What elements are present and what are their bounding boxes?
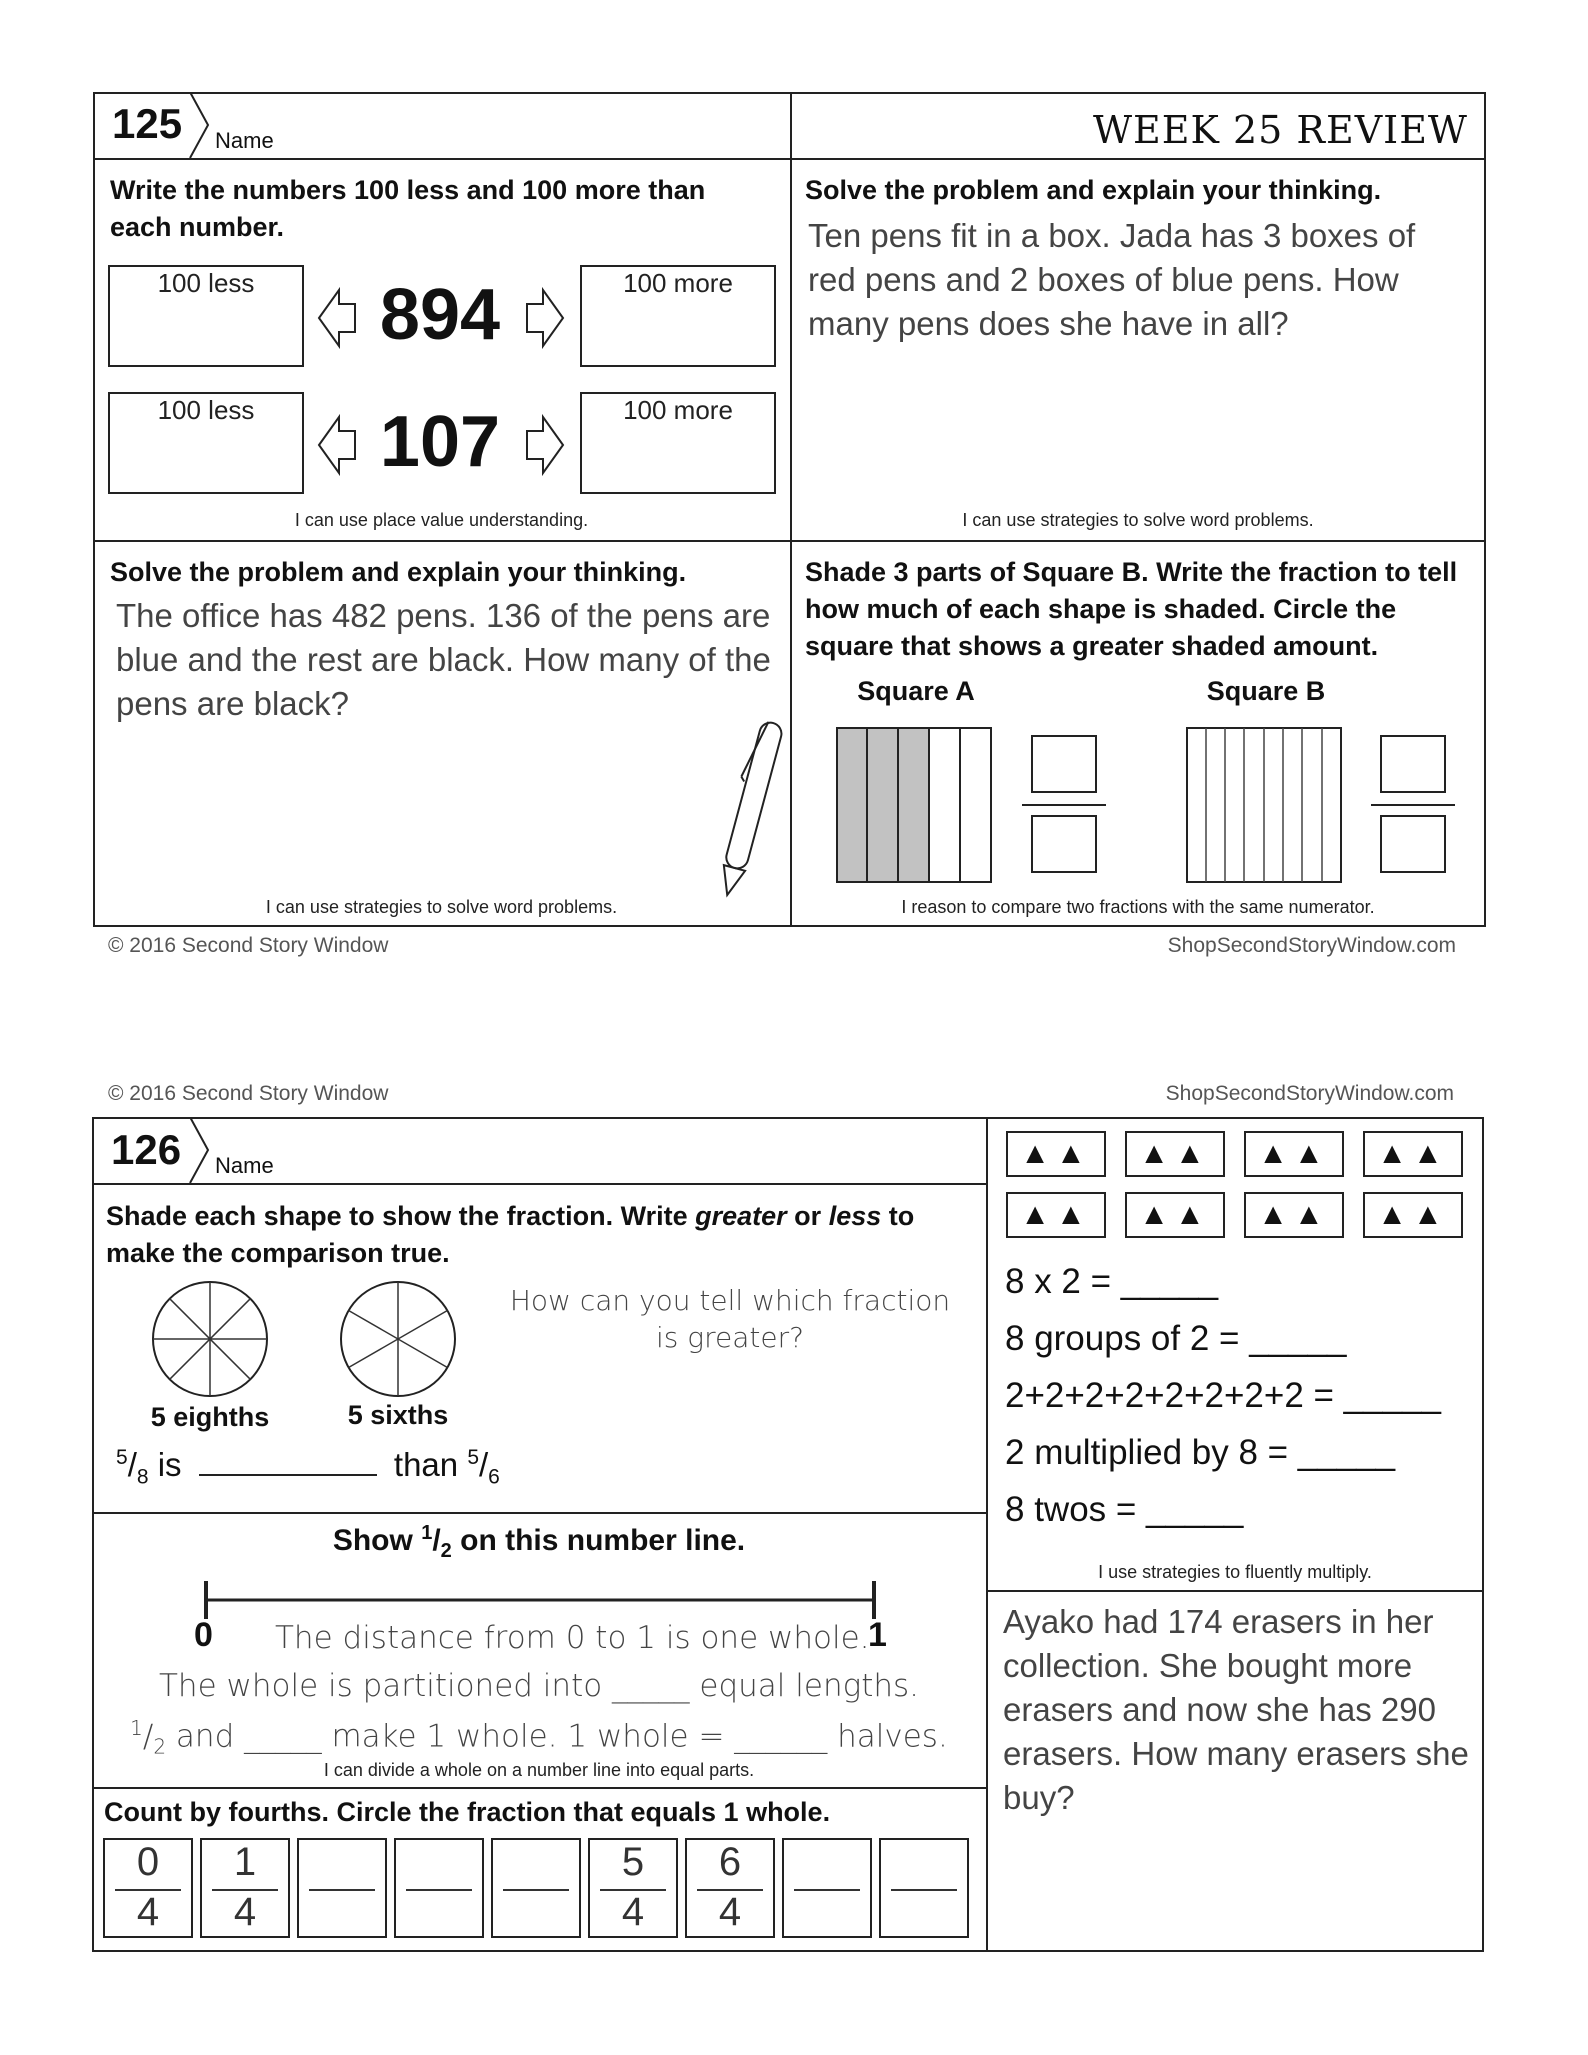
- instruction-text: Shade each shape to show the fraction. Write: [106, 1201, 696, 1231]
- numerator-box[interactable]: [1380, 735, 1446, 793]
- name-label: Name: [215, 1153, 274, 1178]
- title-text: Show: [332, 1524, 422, 1557]
- website-link[interactable]: ShopSecondStoryWindow.com: [1167, 934, 1456, 957]
- frac2-denominator: 6: [488, 1465, 500, 1489]
- skill-footer: I can divide a whole on a number line into equal parts.: [323, 1760, 755, 1780]
- fraction-bar: [406, 1889, 472, 1891]
- less-label: 100 less: [157, 268, 255, 298]
- skill-footer: I reason to compare two fractions with the same numerator.: [901, 897, 1375, 917]
- fraction-bar: [309, 1889, 375, 1891]
- worksheet-number: 125: [112, 100, 183, 147]
- divider: [986, 1117, 988, 1952]
- line3-text: and _____ make 1 whole. 1 whole = ______ halves.: [166, 1718, 948, 1755]
- equation: 2 multiplied by 8 = _____: [1005, 1433, 1396, 1472]
- fraction-instruction: Shade 3 parts of Square B. Write the fraction to tell how much of each shape is shaded. Circle the square that shows a greater shaded amount.: [805, 557, 1458, 661]
- slash: /: [142, 1718, 154, 1755]
- number-line-text: The distance from 0 to 1 is one whole.: [275, 1620, 870, 1656]
- compare-instruction: [106, 1198, 966, 1272]
- equation: 8 x 2 = _____: [1005, 1262, 1219, 1301]
- slash: /: [432, 1524, 441, 1557]
- square-a-label: Square A: [857, 676, 975, 706]
- denominator-box[interactable]: [1380, 815, 1446, 873]
- fraction-cell[interactable]: [685, 1838, 775, 1938]
- word-greater: greater: [695, 1201, 787, 1231]
- circle1-label: 5 eighths: [150, 1402, 270, 1432]
- title-numerator: 1: [421, 1522, 433, 1544]
- start-label: 0: [194, 1616, 213, 1654]
- than-word: than: [393, 1446, 459, 1483]
- number-line-text: The whole is partitioned into _____ equal lengths.: [159, 1668, 919, 1704]
- cell-denominator: 4: [621, 1890, 645, 1934]
- triangle-group: ▲▲: [1244, 1131, 1344, 1177]
- number-line[interactable]: [200, 1577, 880, 1623]
- fraction-cell[interactable]: [782, 1838, 872, 1938]
- numerator: 1: [130, 1716, 143, 1740]
- fraction-bar: [503, 1889, 569, 1891]
- fraction-bar: [1022, 804, 1106, 806]
- triangle-group: ▲▲: [1006, 1131, 1106, 1177]
- fourths-instruction: Count by fourths. Circle the fraction that equals 1 whole.: [104, 1797, 831, 1827]
- fraction-cell[interactable]: [200, 1838, 290, 1938]
- divider: [92, 1787, 986, 1789]
- triangle-group: ▲▲: [1363, 1192, 1463, 1238]
- cell-numerator: 6: [718, 1840, 742, 1884]
- arrow-left-icon: [315, 286, 359, 350]
- fraction-cell[interactable]: [394, 1838, 484, 1938]
- arrow-left-icon: [315, 413, 359, 477]
- cell-denominator: 4: [136, 1890, 160, 1934]
- copyright: © 2016 Second Story Window: [108, 1082, 389, 1105]
- worksheet-number: 126: [111, 1126, 182, 1173]
- triangle-group: ▲▲: [1125, 1131, 1225, 1177]
- word-or: or: [786, 1201, 829, 1231]
- place-value-instruction: Write the numbers 100 less and 100 more than each number.: [110, 175, 706, 242]
- circle-eighths[interactable]: [150, 1279, 270, 1399]
- square-b-label: Square B: [1206, 676, 1326, 706]
- fraction-bar: [891, 1889, 957, 1891]
- skill-footer: I can use strategies to solve word problems.: [962, 510, 1314, 530]
- denominator-box[interactable]: [1031, 815, 1097, 873]
- arrow-right-icon: [523, 413, 567, 477]
- word-problem-text: Ayako had 174 erasers in her collection. She bought more erasers and now she has 290 erasers. How many erasers she buy?: [1003, 1603, 1469, 1816]
- cell-numerator: 1: [233, 1840, 257, 1884]
- equation: 8 twos = _____: [1005, 1490, 1244, 1529]
- triangle-group: ▲▲: [1125, 1192, 1225, 1238]
- fraction-cell[interactable]: [297, 1838, 387, 1938]
- cell-denominator: 4: [233, 1890, 257, 1934]
- frac1-numerator: 5: [116, 1446, 128, 1469]
- circle-sixths[interactable]: [338, 1279, 458, 1399]
- fraction-bar: [1371, 804, 1455, 806]
- frac2-numerator: 5: [467, 1446, 479, 1469]
- more-label: 100 more: [623, 395, 733, 425]
- fraction-cell[interactable]: [491, 1838, 581, 1938]
- word-less: less: [828, 1201, 882, 1231]
- copyright: © 2016 Second Story Window: [108, 934, 389, 957]
- word-problem-text: The office has 482 pens. 136 of the pens are blue and the rest are black. How many of the pens are black?: [116, 597, 771, 722]
- skill-footer: I can use strategies to solve word problems.: [265, 897, 618, 917]
- word-problem-instruction: Solve the problem and explain your thinking.: [805, 175, 1382, 205]
- denominator: 2: [153, 1734, 167, 1759]
- square-a: [836, 727, 992, 883]
- frac1-denominator: 8: [136, 1465, 149, 1489]
- cell-denominator: 4: [718, 1890, 742, 1934]
- divider: [92, 1512, 986, 1514]
- compare-question: How can you tell which fraction is greater?: [509, 1284, 951, 1354]
- triangle-group: ▲▲: [1244, 1192, 1344, 1238]
- equation: 8 groups of 2 = _____: [1005, 1319, 1347, 1358]
- word-problem-instruction: Solve the problem and explain your thinking.: [110, 557, 687, 587]
- skill-footer: I can use place value understanding.: [294, 510, 589, 530]
- numerator-box[interactable]: [1031, 735, 1097, 793]
- arrow-right-icon: [523, 286, 567, 350]
- square-b[interactable]: [1186, 727, 1342, 883]
- title-text: on this number line.: [451, 1524, 746, 1557]
- comparison-sentence: [116, 1446, 500, 1490]
- is-word: is: [157, 1446, 182, 1483]
- instruction-text: to make the comparison true.: [106, 1201, 915, 1268]
- cell-numerator: 0: [136, 1840, 160, 1884]
- website-link[interactable]: ShopSecondStoryWindow.com: [1165, 1082, 1454, 1105]
- target-number: 894: [379, 275, 501, 355]
- circle2-label: 5 sixths: [347, 1400, 449, 1430]
- chevron-icon: [188, 1117, 214, 1183]
- triangle-group: ▲▲: [1006, 1192, 1106, 1238]
- fraction-cell[interactable]: [103, 1838, 193, 1938]
- fraction-cell[interactable]: [879, 1838, 969, 1938]
- more-label: 100 more: [623, 268, 733, 298]
- end-label: 1: [868, 1616, 887, 1654]
- cell-numerator: 5: [621, 1840, 645, 1884]
- pen-icon: [715, 710, 785, 910]
- triangle-group: ▲▲: [1363, 1131, 1463, 1177]
- equation: 2+2+2+2+2+2+2+2 = _____: [1005, 1376, 1442, 1415]
- fraction-cell[interactable]: [588, 1838, 678, 1938]
- number-line-title: [92, 1522, 986, 1563]
- number-line-text: [92, 1716, 986, 1759]
- word-problem-text: Ten pens fit in a box. Jada has 3 boxes of red pens and 2 boxes of blue pens. How many pens does she have in all?: [808, 217, 1416, 342]
- divider: [986, 1590, 1484, 1592]
- skill-footer: I use strategies to fluently multiply.: [1098, 1562, 1372, 1582]
- chevron-icon: [188, 92, 214, 158]
- divider: [92, 1183, 986, 1185]
- name-label: Name: [215, 128, 274, 153]
- answer-blank[interactable]: [199, 1474, 377, 1476]
- slash: /: [127, 1446, 137, 1483]
- title-denominator: 2: [440, 1540, 452, 1562]
- slash: /: [479, 1446, 489, 1483]
- target-number: 107: [379, 402, 501, 482]
- less-label: 100 less: [157, 395, 255, 425]
- fraction-bar: [794, 1889, 860, 1891]
- page-title: WEEK 25 REVIEW: [1092, 108, 1468, 152]
